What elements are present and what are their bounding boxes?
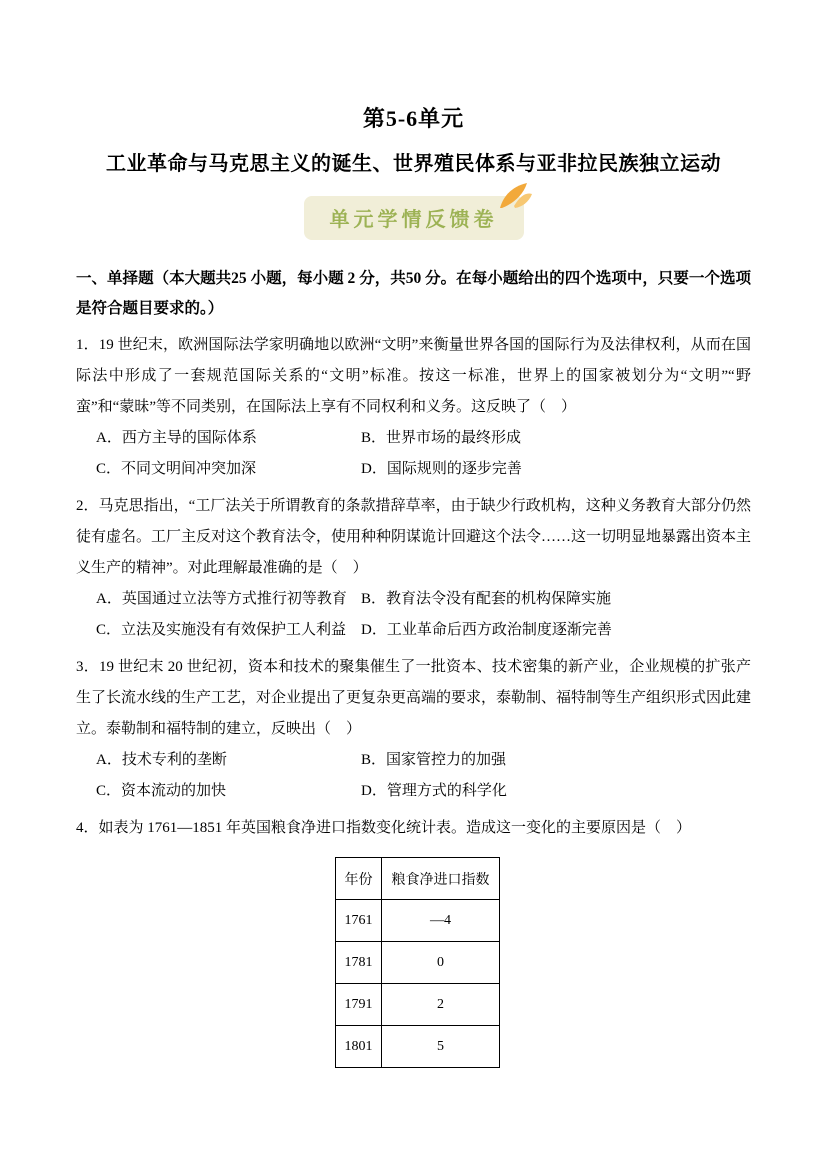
question-3-options-ab	[76, 745, 751, 776]
question-3-stem: 3．19 世纪末 20 世纪初，资本和技术的聚集催生了一批资本、技术密集的新产业，企业规模的扩张产生了长流水线的生产工艺，对企业提出了更复杂更高端的要求，泰勒制、福特制等生产组织形式因此建立。泰勒制和福特制的建立，反映出（ ）	[76, 659, 752, 737]
question-4-stem: 4．如表为 1761—1851 年英国粮食净进口指数变化统计表。造成这一变化的主要原因是（ ）	[76, 820, 692, 836]
question-2-option-d: D．工业革命后西方政治制度逐渐完善	[361, 622, 612, 638]
table-cell-index: 5	[382, 1026, 500, 1068]
section-header: 一、单择题（本大题共25 小题，每小题 2 分，共50 分。在每小题给出的四个选项中，只要一个选项是符合题目要求的。）	[76, 270, 751, 317]
question-2-option-b: B．教育法令没有配套的机构保障实施	[361, 591, 612, 607]
table-cell-year: 1761	[336, 900, 382, 942]
table-cell-index: —4	[382, 900, 500, 942]
question-3	[76, 652, 751, 807]
table-cell-year: 1781	[336, 942, 382, 984]
grain-import-table	[335, 857, 500, 1068]
question-3-option-a: A．技术专利的垄断	[96, 752, 227, 768]
question-2-options-ab	[76, 584, 751, 615]
question-1-option-c: C．不同文明间冲突加深	[96, 461, 257, 477]
unit-subtitle: 工业革命与马克思主义的诞生、世界殖民体系与亚非拉民族独立运动	[106, 153, 721, 175]
badge-label: 单元学情反馈卷	[329, 209, 498, 231]
leaf-icon	[496, 181, 534, 213]
question-3-option-d: D．管理方式的科学化	[361, 783, 507, 799]
question-1-stem: 1．19 世纪末，欧洲国际法学家明确地以欧洲“文明”来衡量世界各国的国际行为及法律权利，从而在国际法中形成了一套规范国际关系的“文明”标准。按这一标准，世界上的国家被划分为“文明”“野蛮”和“蒙昧”等不同类别，在国际法上享有不同权利和义务。这反映了（ ）	[76, 337, 751, 415]
question-3-option-c: C．资本流动的加快	[96, 783, 227, 799]
table-header-index: 粮食净进口指数	[382, 858, 500, 900]
question-1-option-b: B．世界市场的最终形成	[361, 430, 522, 446]
question-3-option-b: B．国家管控力的加强	[361, 752, 507, 768]
table-row	[336, 984, 500, 1026]
table-cell-year: 1801	[336, 1026, 382, 1068]
question-1-option-a: A．西方主导的国际体系	[96, 430, 257, 446]
table-cell-index: 2	[382, 984, 500, 1026]
question-2-options-cd	[76, 615, 751, 646]
question-2-option-a: A．英国通过立法等方式推行初等教育	[96, 591, 347, 607]
question-1	[76, 330, 751, 485]
table-row	[336, 900, 500, 942]
question-2-option-c: C．立法及实施没有有效保护工人利益	[96, 622, 347, 638]
badge-row	[76, 196, 751, 240]
question-3-options-cd	[76, 776, 751, 807]
table-header-year: 年份	[336, 858, 382, 900]
question-1-options-ab	[76, 423, 751, 454]
table-header-row	[336, 858, 500, 900]
question-2-stem: 2．马克思指出，“工厂法关于所谓教育的条款措辞草率，由于缺少行政机构，这种义务教育大部分仍然徒有虚名。工厂主反对这个教育法令，使用种种阴谋诡计回避这个法令……这一切明显地暴露出资本主义生产的精神”。对此理解最准确的是（ ）	[76, 498, 752, 576]
question-1-options-cd	[76, 454, 751, 485]
question-2	[76, 491, 751, 646]
question-4	[76, 813, 751, 1068]
table-row	[336, 942, 500, 984]
question-1-option-d: D．国际规则的逐步完善	[361, 461, 522, 477]
feedback-badge	[304, 196, 524, 240]
table-row	[336, 1026, 500, 1068]
unit-title: 第5-6单元	[362, 106, 465, 131]
table-cell-index: 0	[382, 942, 500, 984]
table-cell-year: 1791	[336, 984, 382, 1026]
